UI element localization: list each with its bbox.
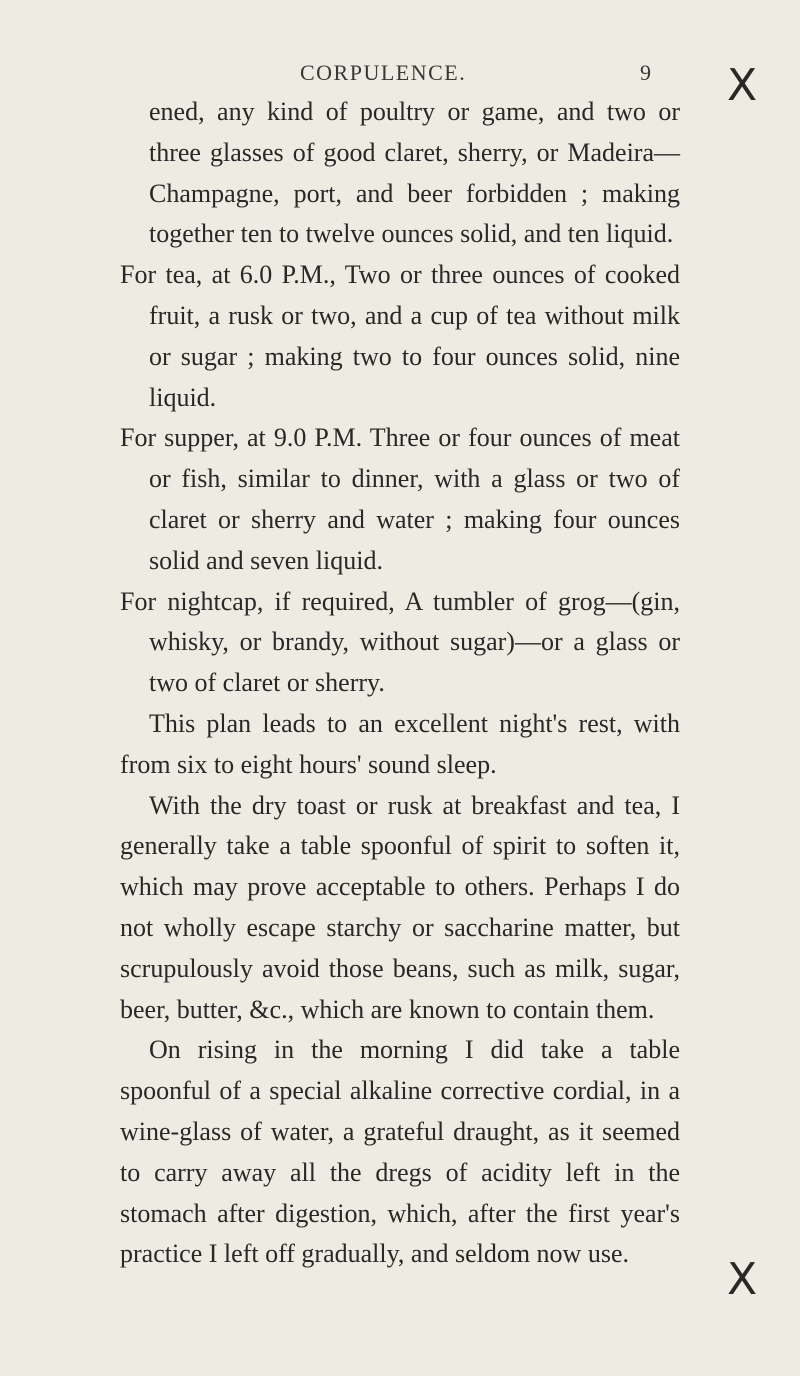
paragraph-tea: For tea, at 6.0 P.M., Two or three ounces of cooked fruit, a rusk or two, and a cup of tea without milk or sugar ; making two to four ounces solid, nine liquid. <box>120 260 680 412</box>
paragraph-morning: On rising in the morning I did take a table spoonful of a special alkaline corrective cordial, in a wine-glass of water, a grateful draught, as it seemed to carry away all the dregs of acidity left in the stomach after digestion, which, after the first year's practice I left off gradually, and seldom now use. <box>120 1035 680 1269</box>
body-text <box>120 92 680 1275</box>
running-head <box>0 60 800 90</box>
paragraph-rest: This plan leads to an excellent night's rest, with from six to eight hours' sound sleep. <box>120 708 680 779</box>
paragraph-toast: With the dry toast or rusk at breakfast and tea, I generally take a table spoonful of spirit to soften it, which may prove acceptable to others. Perhaps I do not wholly escape starchy or saccharine matter, but scrupulously avoid those beans, such as milk, sugar, beer, butter, &c., which are known to contain them. <box>120 790 680 1024</box>
page-number: 9 <box>640 60 651 85</box>
paragraph-nightcap: For nightcap, if required, A tumbler of grog—(gin, whisky, or brandy, without sugar)—or a glass or two of claret or sherry. <box>120 586 680 698</box>
margin-mark-top: X <box>727 60 758 111</box>
paragraph-supper: For supper, at 9.0 P.M. Three or four ounces of meat or fish, similar to dinner, with a glass or two of claret or sherry and water ; making four ounces solid and seven liquid. <box>120 423 680 575</box>
running-title: CORPULENCE. <box>300 60 467 85</box>
margin-mark-bottom: X <box>727 1254 758 1305</box>
paragraph-continued: ened, any kind of poultry or game, and two or three glasses of good claret, sherry, or Madeira— Champagne, port, and beer forbidden ; making together ten to twelve ounces solid, and ten liquid. <box>149 97 680 249</box>
